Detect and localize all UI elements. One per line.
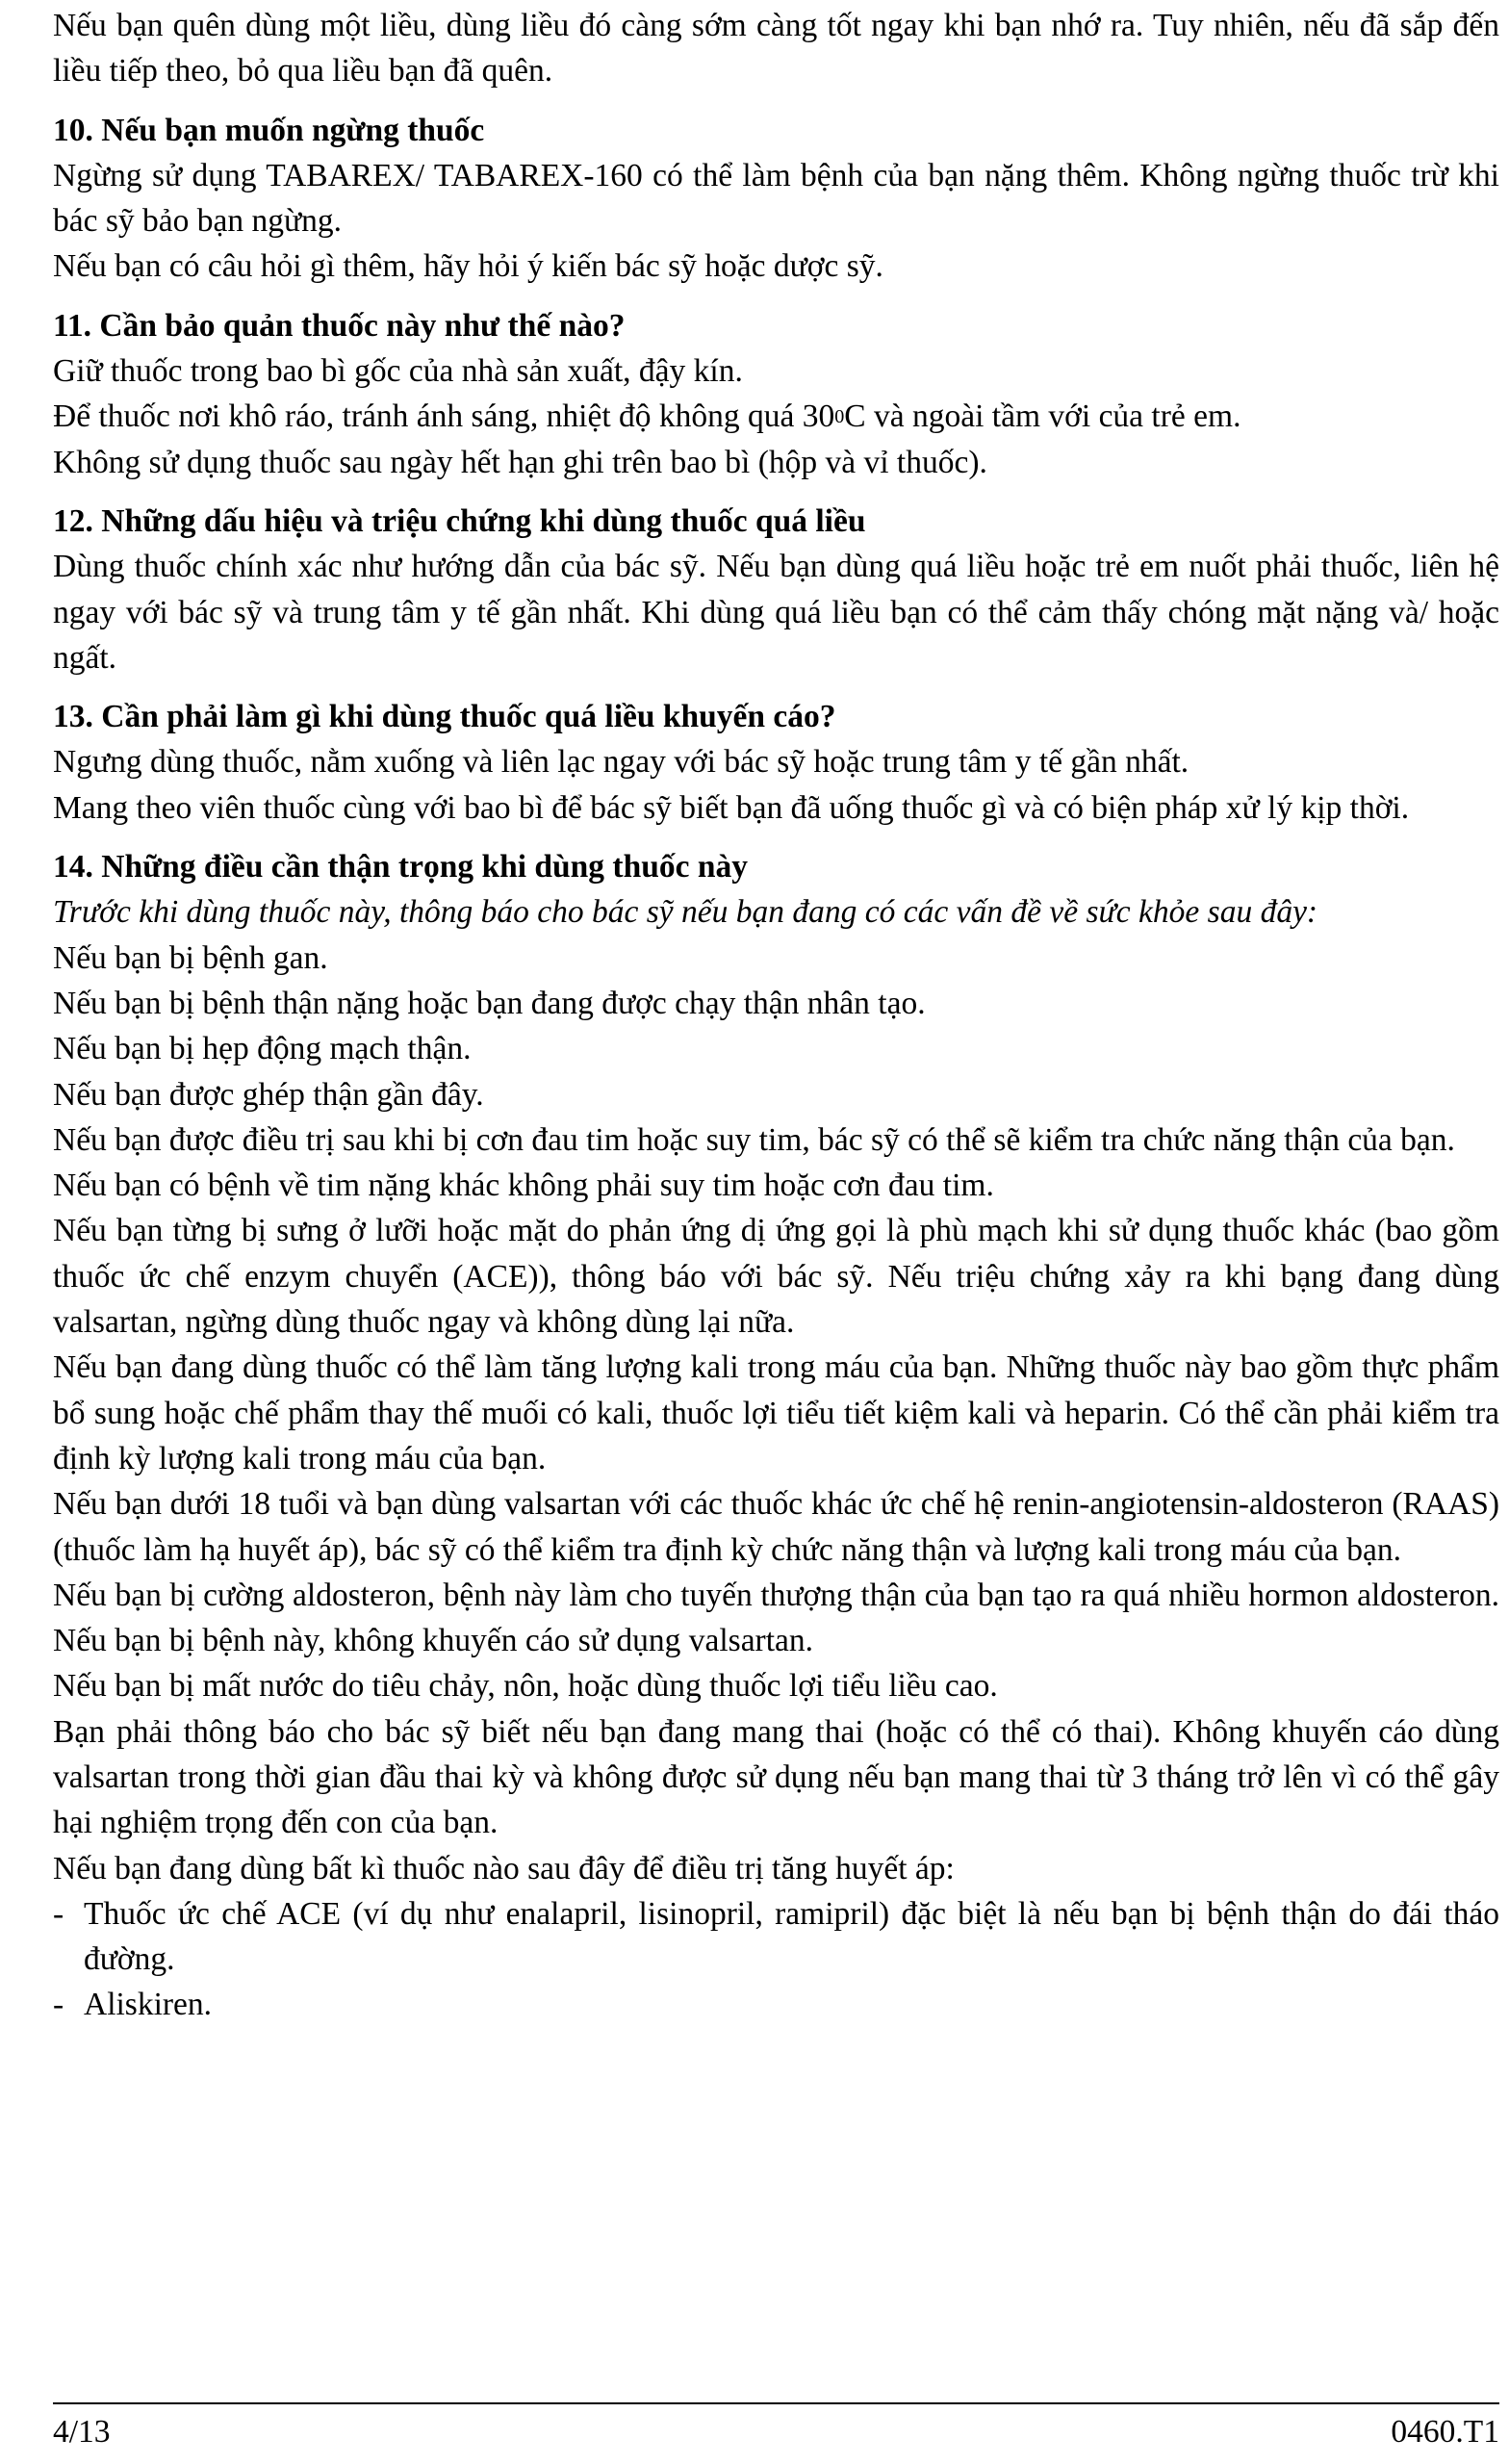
page-number: 4/13 (53, 2414, 111, 2450)
precaution-item: Nếu bạn bị bệnh thận nặng hoặc bạn đang được chạy thận nhân tạo. (53, 985, 926, 1021)
section-14-heading: 14. Những điều cần thận trọng khi dùng thuốc này (53, 849, 748, 886)
section-12-heading: 12. Những dấu hiệu và triệu chứng khi dùng thuốc quá liều (53, 502, 866, 539)
degree-superscript: 0 (834, 406, 845, 428)
precaution-item: Nếu bạn đang dùng bất kì thuốc nào sau đây để điều trị tăng huyết áp: (53, 1850, 955, 1886)
section-10-paragraph-2: Nếu bạn có câu hỏi gì thêm, hãy hỏi ý kiến bác sỹ hoặc dược sỹ. (53, 248, 883, 285)
precaution-item: Nếu bạn từng bị sưng ở lưỡi hoặc mặt do phản ứng dị ứng gọi là phù mạch khi sử dụng thuốc khác (bao gồm thuốc ức chế enzym chuyển (ACE)), thông báo với bác sỹ. Nếu triệu chứng xảy ra khi bạng đang dùng valsartan, ngừng dùng thuốc ngay và không dùng lại nữa. (53, 1213, 1499, 1341)
section-10-heading: 10. Nếu bạn muốn ngừng thuốc (53, 112, 485, 148)
intro-paragraph: Nếu bạn quên dùng một liều, dùng liều đó càng sớm càng tốt ngay khi bạn nhớ ra. Tuy nhiên, nếu đã sắp đến liều tiếp theo, bỏ qua liều bạn đã quên. (53, 8, 1499, 90)
document-body (53, 3, 1499, 2028)
storage-text-after: C và ngoài tầm với của trẻ em. (844, 398, 1241, 435)
dash-bullet: - (53, 1987, 64, 2023)
section-10-paragraph-1: Ngừng sử dụng TABAREX/ TABAREX-160 có thể làm bệnh của bạn nặng thêm. Không ngừng thuốc trừ khi bác sỹ bảo bạn ngừng. (53, 157, 1499, 240)
precaution-item: Nếu bạn dưới 18 tuổi và bạn dùng valsartan với các thuốc khác ức chế hệ renin-angiotensin-aldosteron (RAAS) (thuốc làm hạ huyết áp), bác sỹ có thể kiểm tra định kỳ chức năng thận và lượng kali trong máu của bạn. (53, 1486, 1499, 1568)
footer-divider (53, 2402, 1499, 2404)
precaution-item: Nếu bạn được ghép thận gần đây. (53, 1076, 484, 1113)
dash-list-item (53, 1891, 1499, 1983)
section-11-heading: 11. Cần bảo quản thuốc này như thế nào? (53, 307, 626, 344)
precaution-list (53, 936, 1499, 1891)
dash-list-item (53, 1982, 1499, 2027)
precaution-item: Nếu bạn được điều trị sau khi bị cơn đau tim hoặc suy tim, bác sỹ có thể sẽ kiểm tra chức năng thận của bạn. (53, 1121, 1455, 1158)
precaution-item: Nếu bạn bị hẹp động mạch thận. (53, 1031, 472, 1067)
section-11-paragraph-1: Giữ thuốc trong bao bì gốc của nhà sản xuất, đậy kín. (53, 353, 743, 390)
precaution-item: Nếu bạn bị cường aldosteron, bệnh này làm cho tuyến thượng thận của bạn tạo ra quá nhiều hormon aldosteron. Nếu bạn bị bệnh này, không khuyến cáo sử dụng valsartan. (53, 1577, 1499, 1659)
document-code: 0460.T1 (1391, 2414, 1499, 2450)
precaution-item: Nếu bạn bị bệnh gan. (53, 939, 328, 976)
section-14-lead: Trước khi dùng thuốc này, thông báo cho bác sỹ nếu bạn đang có các vấn đề về sức khỏe sau đây: (53, 894, 1318, 931)
section-11-paragraph-2 (53, 394, 1499, 439)
section-12-paragraph-1: Dùng thuốc chính xác như hướng dẫn của bác sỹ. Nếu bạn dùng quá liều hoặc trẻ em nuốt phải thuốc, liên hệ ngay với bác sỹ và trung tâm y tế gần nhất. Khi dùng quá liều bạn có thể cảm thấy chóng mặt nặng và/ hoặc ngất. (53, 549, 1499, 676)
dash-item-text: Thuốc ức chế ACE (ví dụ như enalapril, lisinopril, ramipril) đặc biệt là nếu bạn bị bệnh thận do đái tháo đường. (84, 1895, 1499, 1978)
precaution-item: Nếu bạn đang dùng thuốc có thể làm tăng lượng kali trong máu của bạn. Những thuốc này bao gồm thực phẩm bổ sung hoặc chế phẩm thay thế muối có kali, thuốc lợi tiểu tiết kiệm kali và heparin. Có thể cần phải kiểm tra định kỳ lượng kali trong máu của bạn. (53, 1349, 1499, 1476)
dash-bullet: - (53, 1895, 64, 1932)
section-13-paragraph-1: Ngưng dùng thuốc, nằm xuống và liên lạc ngay với bác sỹ hoặc trung tâm y tế gần nhất. (53, 744, 1189, 781)
dash-item-text: Aliskiren. (84, 1987, 213, 2023)
precaution-item: Nếu bạn bị mất nước do tiêu chảy, nôn, hoặc dùng thuốc lợi tiểu liều cao. (53, 1668, 998, 1705)
section-11-paragraph-3: Không sử dụng thuốc sau ngày hết hạn ghi trên bao bì (hộp và vỉ thuốc). (53, 444, 987, 480)
precaution-item: Bạn phải thông báo cho bác sỹ biết nếu bạn đang mang thai (hoặc có thể có thai). Không khuyến cáo dùng valsartan trong thời gian đầu thai kỳ và không được sử dụng nếu bạn mang thai từ 3 tháng trở lên vì có thể gây hại nghiệm trọng đến con của bạn. (53, 1713, 1499, 1841)
section-13-heading: 13. Cần phải làm gì khi dùng thuốc quá liều khuyến cáo? (53, 699, 836, 735)
antihypertensive-dash-list (53, 1891, 1499, 2028)
precaution-item: Nếu bạn có bệnh về tim nặng khác không phải suy tim hoặc cơn đau tim. (53, 1168, 994, 1204)
section-13-paragraph-2: Mang theo viên thuốc cùng với bao bì để bác sỹ biết bạn đã uống thuốc gì và có biện pháp xử lý kịp thời. (53, 789, 1410, 826)
storage-text-before: Để thuốc nơi khô ráo, tránh ánh sáng, nhiệt độ không quá 30 (53, 398, 835, 435)
